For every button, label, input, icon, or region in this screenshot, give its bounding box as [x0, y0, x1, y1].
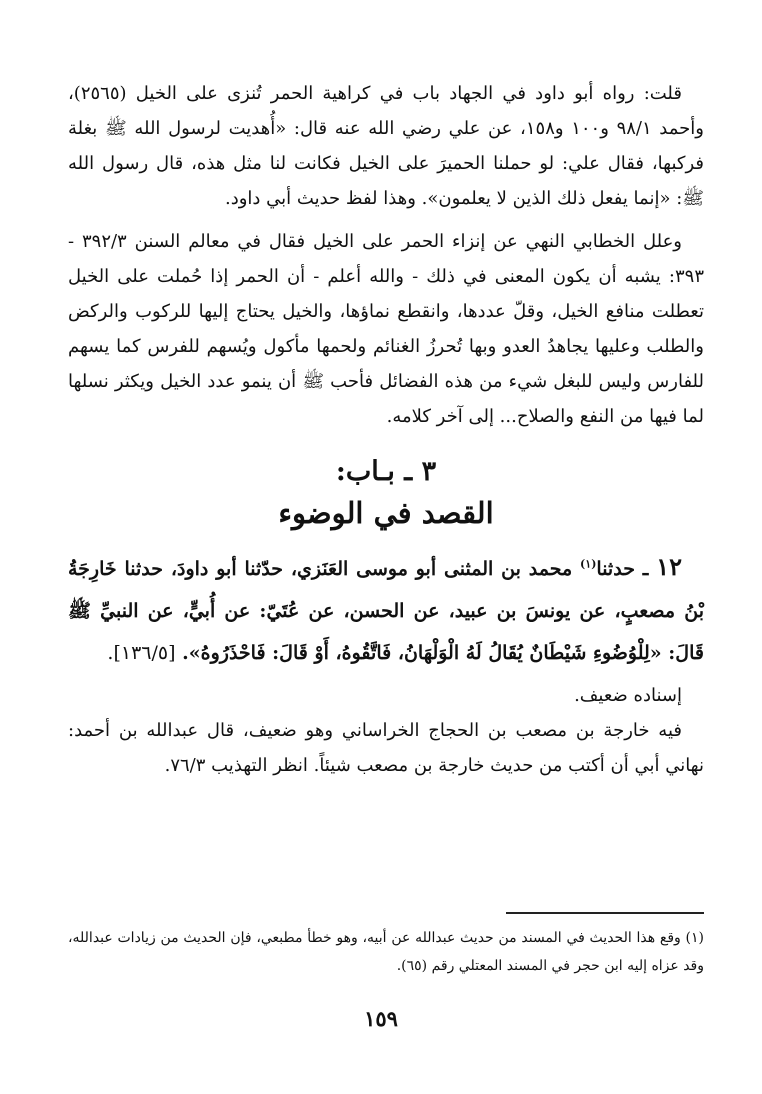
paragraph-khattabi: وعلل الخطابي النهي عن إنزاء الحمر على الخيل فقال في معالم السنن ٣٩٢/٣ - ٣٩٣: يشبه أن يكون المعنى في ذلك - والله أعلم - أن الحمر إذا حُملت على الخيل تعطلت منافع الخيل، وقلّ عددها، وانقطع نماؤها، والخيل يحتاج إليها للركوب والركض والطلب وعليها يجاهدُ العدو وبها تُحرزُ الغنائم ولحمها مأكول ويُسهم للفرس كما يسهم للفارس وليس للبغل شيء من هذه الفضائل فأحب ﷺ أن ينمو عدد الخيل ويكثر نسلها لما فيها من النفع والصلاح... إلى آخر كلامه.: [68, 231, 704, 427]
paragraph-commentary: فيه خارجة بن مصعب بن الحجاج الخراساني وهو ضعيف، قال عبدالله بن أحمد: نهاني أبي أن أكتب من حديث خارجة بن مصعب شيئاً. انظر التهذيب ٧٦/٣.: [68, 720, 704, 776]
chapter-heading: ٣ ـ بـاب:: [335, 456, 437, 487]
paragraph-takhrij: قلت: رواه أبو داود في الجهاد باب في كراهية الحمر تُنزى على الخيل (٢٥٦٥)، وأحمد ٩٨/١ و١٠٠ و١٥٨، عن علي رضي الله عنه قال: «أُهديت لرسول الله ﷺ بغلة فركبها، فقال علي: لو حملنا الحميرَ على الخيل فكانت لنا مثل هذه، قال رسول الله ﷺ: «إنما يفعل ذلك الذين لا يعلمون». وهذا لفظ حديث أبي داود.: [68, 83, 704, 209]
hadith-reference: [١٣٦/٥].: [107, 642, 176, 664]
page-body: [68, 76, 704, 783]
footnotes: [68, 924, 704, 980]
hadith-opening: ـ حدثنا: [596, 558, 649, 580]
chapter-title: القصد في الوضوء: [278, 496, 494, 530]
hadith-number: ١٢: [656, 552, 682, 581]
footnote-item: (١) وقع هذا الحديث في المسند من حديث عبدالله عن أبيه، وهو خطأ مطبعي، فإن الحديث من زيادات عبدالله، وقد عزاه إليه ابن حجر في المسند المعتلي رقم (٦٥).: [68, 930, 704, 974]
footnote-reference: (١): [580, 557, 597, 571]
footnote-divider: [506, 912, 704, 914]
isnad-grade: إسناده ضعيف.: [574, 685, 682, 706]
hadith-text: [68, 546, 704, 674]
hadith-body: محمد بن المثنى أبو موسى العَنَزي، حدّثنا أبو داودَ، حدثنا خَارِجَةُ بْنُ مصعبٍ، عن يونسَ بن عبيد، عن الحسن، عن عُتَيّ: عن أُبيٍّ، عن النبيِّ ﷺ قَالَ: «لِلْوُضُوءِ شَيْطَانٌ يُقَالُ لَهُ الْوَلْهَانُ، فَاتَّقُوهُ، أَوْ قَالَ: فَاحْذَرُوهُ».: [68, 558, 704, 664]
page-number: ١٥٩: [364, 1006, 398, 1031]
